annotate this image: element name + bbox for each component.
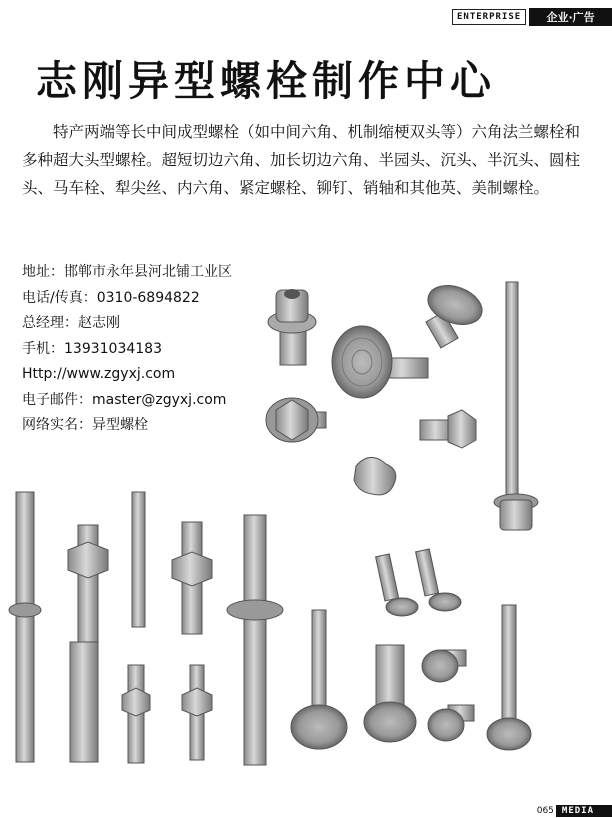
- contact-email: 电子邮件：master@zgyxj.com: [22, 391, 227, 408]
- contact-web-name: 网络实名：异型螺栓: [22, 417, 148, 433]
- large-round-head-bolt: [332, 326, 428, 398]
- header-brand: ENTERPRISE: [452, 9, 526, 25]
- long-countersunk-screw: [487, 605, 531, 750]
- product-photo: [0, 270, 612, 770]
- contact-phone-fax: 电话/传真：0310-6894822: [22, 289, 200, 306]
- button-head-socket-bolt: [364, 645, 416, 742]
- footer-brand: MEDIA: [556, 805, 612, 817]
- footer: [537, 804, 612, 818]
- header-section-label: 企业·广告: [529, 8, 612, 26]
- contact-manager: 总经理：赵志刚: [22, 315, 120, 331]
- description-text: 特产两端等长中间成型螺栓（如中间六角、机制缩梗双头等）六角法兰螺栓和多种超大头型螺栓。超短切边六角、加长切边六角、半园头、沉头、半沉头、圆柱头、马车栓、犁尖丝、内六角、紧定螺栓、铆钉、销轴和其他英、美制螺栓。: [22, 123, 581, 197]
- contact-website: Http://www.zgyxj.com: [22, 366, 176, 382]
- flange-nut-bolt: [268, 289, 316, 365]
- double-end-stud: [70, 642, 98, 762]
- countersunk-screws: [376, 549, 461, 616]
- long-pin-with-washer: [9, 492, 41, 762]
- hex-flange-bolt-small: [266, 398, 326, 442]
- hex-head-bolt-small: [420, 410, 476, 448]
- page-title: 志刚异型螺栓制作中心: [36, 57, 496, 105]
- socket-head-screws: [422, 650, 474, 741]
- header-bar: [452, 6, 612, 28]
- thin-rod: [132, 492, 145, 627]
- hex-center-short-stud: [122, 665, 150, 763]
- hex-center-stud: [68, 525, 108, 645]
- countersunk-hex-socket-bolt: [291, 610, 347, 749]
- special-nut: [354, 457, 396, 494]
- hex-center-pin: [182, 665, 212, 760]
- carriage-bolt: [423, 279, 488, 348]
- contact-address: 地址：邯郸市永年县河北铺工业区: [22, 264, 232, 280]
- long-shaft-with-flange: [227, 515, 283, 765]
- contact-mobile: 手机：13931034183: [22, 340, 162, 357]
- long-hex-flange-bolt: [494, 282, 538, 530]
- hex-center-stud-2: [172, 522, 212, 634]
- page-number: 065: [536, 806, 554, 816]
- description: [22, 118, 592, 202]
